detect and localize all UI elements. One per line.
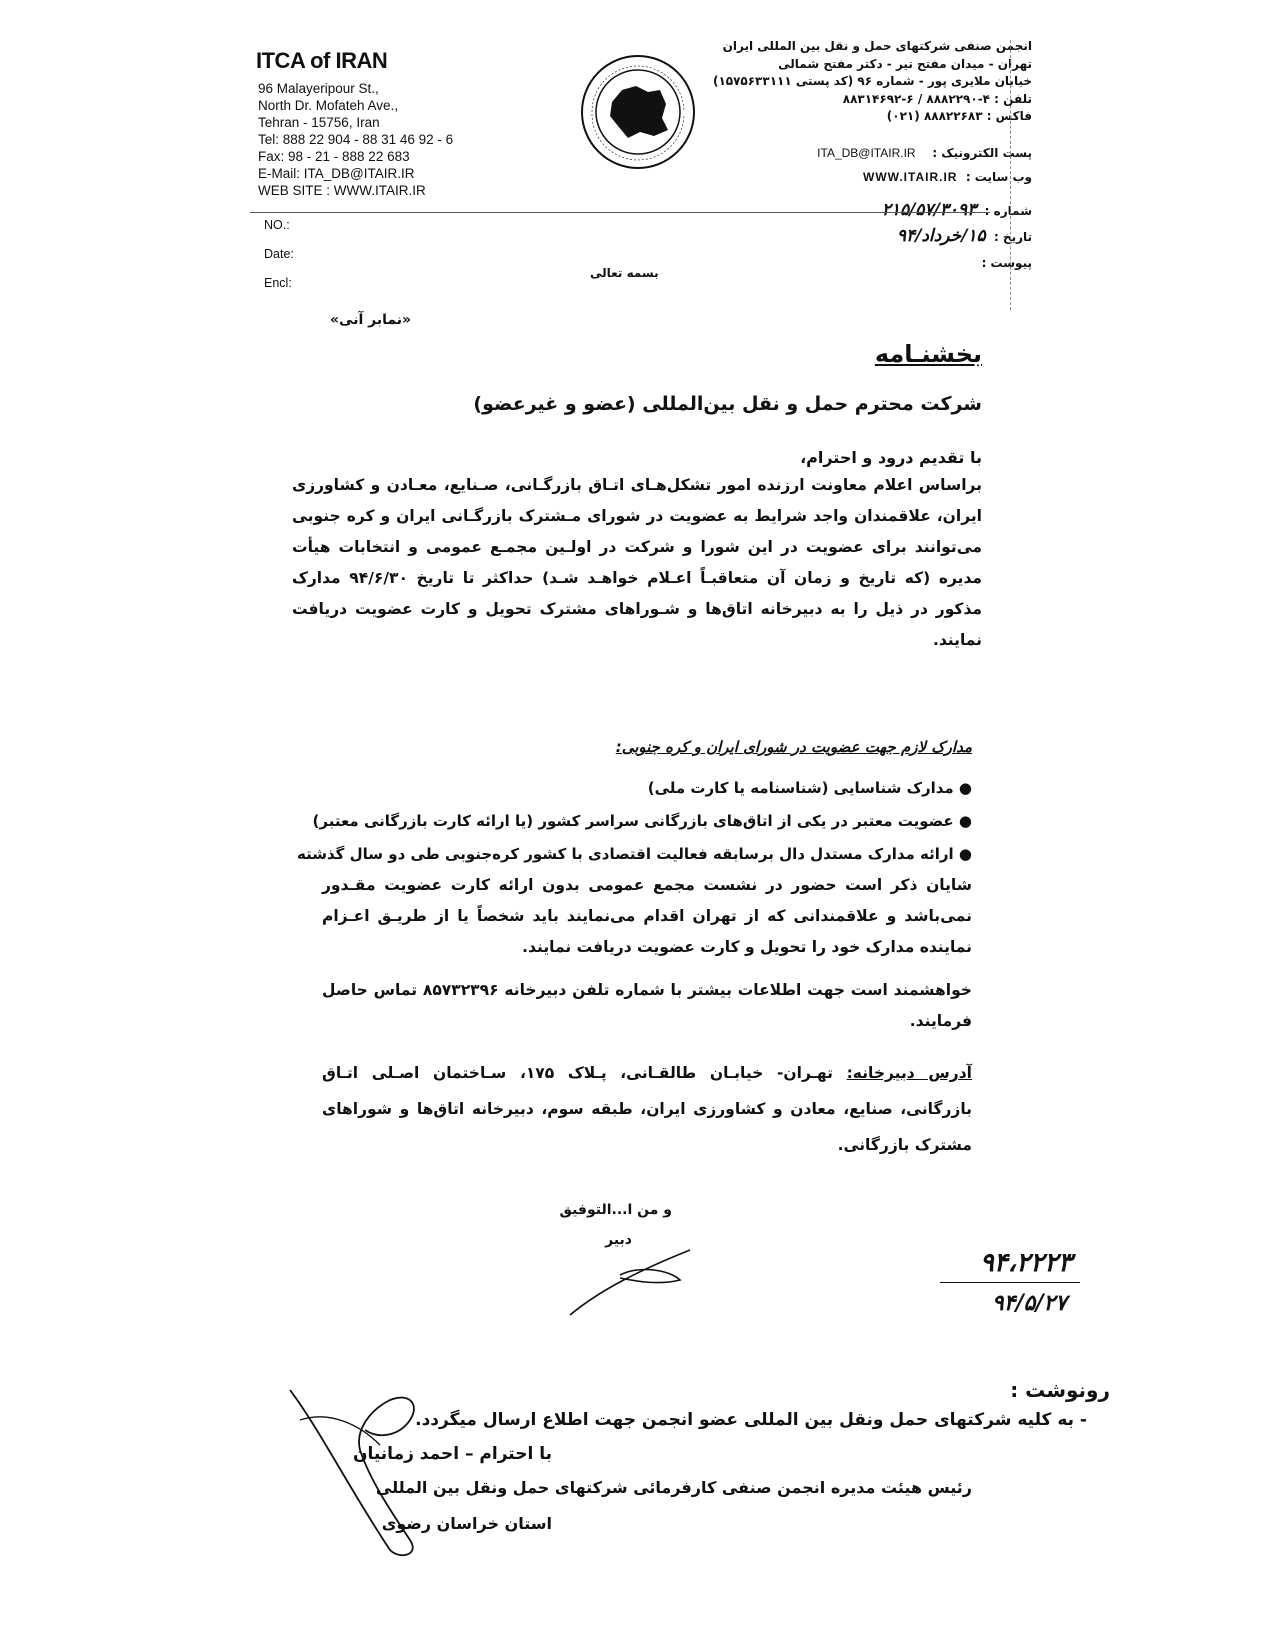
copy-line: استان خراسان رضوی (381, 1514, 552, 1533)
email-row (817, 146, 1032, 160)
urgent-fax-note: «نمابر آنی» (330, 312, 412, 328)
number-value: ۲۱۵/۵۷/۳۰۹۳ (881, 200, 977, 220)
email-value: ITA_DB@ITAIR.IR (817, 146, 916, 160)
signer-title: دبیر (605, 1232, 632, 1248)
address-text: تهـران- خیابـان طالقـانی، پـلاک ۱۷۵، سـاختمان اصـلی اتـاق بازرگانی، صنایع، معادن و کشاورزی ایران، طبقه سوم، دبیرخانه اتاق‌ها و شوراهای مشترک بازرگانی. (322, 1064, 972, 1154)
document-title: بخشنـامه (874, 340, 982, 368)
handwritten-underline (940, 1282, 1080, 1283)
org-logo-text: ITCA of IRAN (256, 48, 388, 73)
margin-fold-line (1010, 40, 1011, 310)
doc-item: ● ارائه مدارک مستدل دال برسابقه فعالیت اقتصادی با کشور کره‌جنوبی طی دو سال گذشته (297, 845, 972, 863)
english-address-block (258, 80, 453, 199)
copy-line: با احترام – احمد زمانیان (352, 1444, 552, 1464)
handwritten-reg-number: ۹۴،۲۲۲۳ (979, 1248, 1072, 1278)
address-line: Fax: 98 - 21 - 888 22 683 (258, 149, 410, 164)
address-line: Tehran - 15756, Iran (258, 115, 380, 130)
doc-item: ● مدارک شناسایی (شناسنامه یا کارت ملی) (647, 779, 972, 797)
required-docs-title: مدارک لازم جهت عضویت در شورای ایران و کره جنوبی: (615, 738, 972, 756)
header-divider (250, 212, 990, 213)
number-label: شماره : (984, 204, 1032, 218)
date-row (897, 226, 1032, 246)
fa-address-line: فاکس : ۸۸۸۲۲۶۸۳ (۰۲۱) (886, 109, 1032, 123)
chairman-signature-icon (270, 1370, 440, 1570)
paragraph-contact: خواهشمند است جهت اطلاعات بیشتر با شماره تلفن دبیرخانه ۸۵۷۳۲۳۹۶ تماس حاصل فرمایند. (322, 981, 972, 1030)
address-line: Tel: 888 22 904 - 88 31 46 92 - 6 (258, 132, 454, 147)
website-row (863, 170, 1032, 184)
secretary-signature-icon (560, 1230, 720, 1320)
website-label: وب سایت : (965, 170, 1032, 184)
greeting: با تقدیم درود و احترام، (800, 448, 982, 467)
date-value: ۱۵/خرداد/۹۴ (896, 226, 986, 246)
required-docs-list (292, 772, 972, 871)
date-label-fa: تاریخ : (993, 230, 1032, 244)
handwritten-reg-date: ۹۴/۵/۲۷ (991, 1290, 1067, 1316)
address-line: North Dr. Mofateh Ave., (258, 98, 399, 113)
doc-item-text: عضویت معتبر در یکی از اتاق‌های بازرگانی سراسر کشور (یا ارائه کارت بازرگانی معتبر) (312, 812, 954, 830)
address-line: 96 Malayeripour St., (258, 81, 379, 96)
doc-item-text: مدارک شناسایی (شناسنامه یا کارت ملی) (647, 779, 954, 797)
basmala-label: بسمه تعالی (590, 266, 659, 280)
no-label: NO.: (264, 218, 290, 232)
secretariat-address (322, 1055, 972, 1163)
address-line: WEB SITE : WWW.ITAIR.IR (258, 183, 426, 198)
persian-address-block (702, 38, 1032, 126)
encl-label: Encl: (264, 276, 292, 290)
addressee: شرکت محترم حمل و نقل بین‌المللی (عضو و غیرعضو) (473, 393, 982, 415)
association-seal-icon (578, 52, 698, 172)
copy-section-title: رونوشت : (1010, 1378, 1110, 1402)
copy-line: رئیس هیئت مدیره انجمن صنفی کارفرمائی شرکتهای حمل ونقل بین المللی (375, 1478, 972, 1497)
doc-item-text: ارائه مدارک مستدل دال برسابقه فعالیت اقتصادی با کشور کره‌جنوبی طی دو سال گذشته (297, 845, 954, 863)
closing-phrase: و من ا...التوفیق (559, 1202, 672, 1218)
address-label: آدرس دبیرخانه: (846, 1064, 972, 1082)
paragraph-attendance-note: شایان ذکر است حضور در نشست مجمع عمومی بدون ارائه کارت عضویت مقـدور نمی‌باشد و علاقمندانی که از تهران اقدام می‌نمایند باید شخصاً یا از طریـق اعـزام نماینده مدارک خود را تحویل و کارت عضویت دریافت نمایند. (322, 876, 972, 956)
fa-address-line: تهران - میدان مفتح تیر - دکتر مفتح شمالی (778, 56, 1032, 71)
fa-address-line: انجمن صنفی شرکتهای حمل و نقل بین المللی ایران (722, 39, 1032, 53)
email-label: پست الکترونیک : (932, 146, 1032, 160)
date-label: Date: (264, 247, 294, 261)
fa-address-line: خیابان ملایری پور - شماره ۹۶ (کد پستی ۱۵۷۵۶۳۳۱۱۱) (712, 74, 1032, 88)
fa-address-line: تلفن : ۴-۸۸۸۲۲۹۰ / ۶-۸۸۳۱۴۶۹۲ (842, 91, 1032, 106)
website-value: WWW.ITAIR.IR (863, 170, 958, 184)
doc-item: ● عضویت معتبر در یکی از اتاق‌های بازرگانی سراسر کشور (یا ارائه کارت بازرگانی معتبر) (312, 812, 972, 830)
paragraph-membership: براساس اعلام معاونت ارزنده امور تشکل‌هـای اتـاق بازرگـانی، صـنایع، معـادن و کشاورزی ایران، علاقمندان واجد شرایط به عضویت در شورای مـشترک بازرگـانی ایران و کره جنوبی می‌توانند برای عضویت در این شورا و شرکت در اولـین مجمـع عمومی و انتخابات هیأت مدیره (که تاریخ و زمان آن متعاقبـاً اعـلام خواهـد شـد) حداکثر تا تاریخ ۹۴/۶/۳۰ مدارک مذکور در ذیل را به دبیرخانه اتاق‌ها و شـوراهای مشترک تحویل و کارت عضویت دریافت نمایند. (292, 476, 982, 649)
copy-line: - به کلیه شرکتهای حمل ونقل بین المللی عضو انجمن جهت اطلاع ارسال میگردد. (415, 1410, 1087, 1430)
attachment-label: پیوست : (981, 256, 1032, 270)
address-line: E-Mail: ITA_DB@ITAIR.IR (258, 166, 415, 181)
